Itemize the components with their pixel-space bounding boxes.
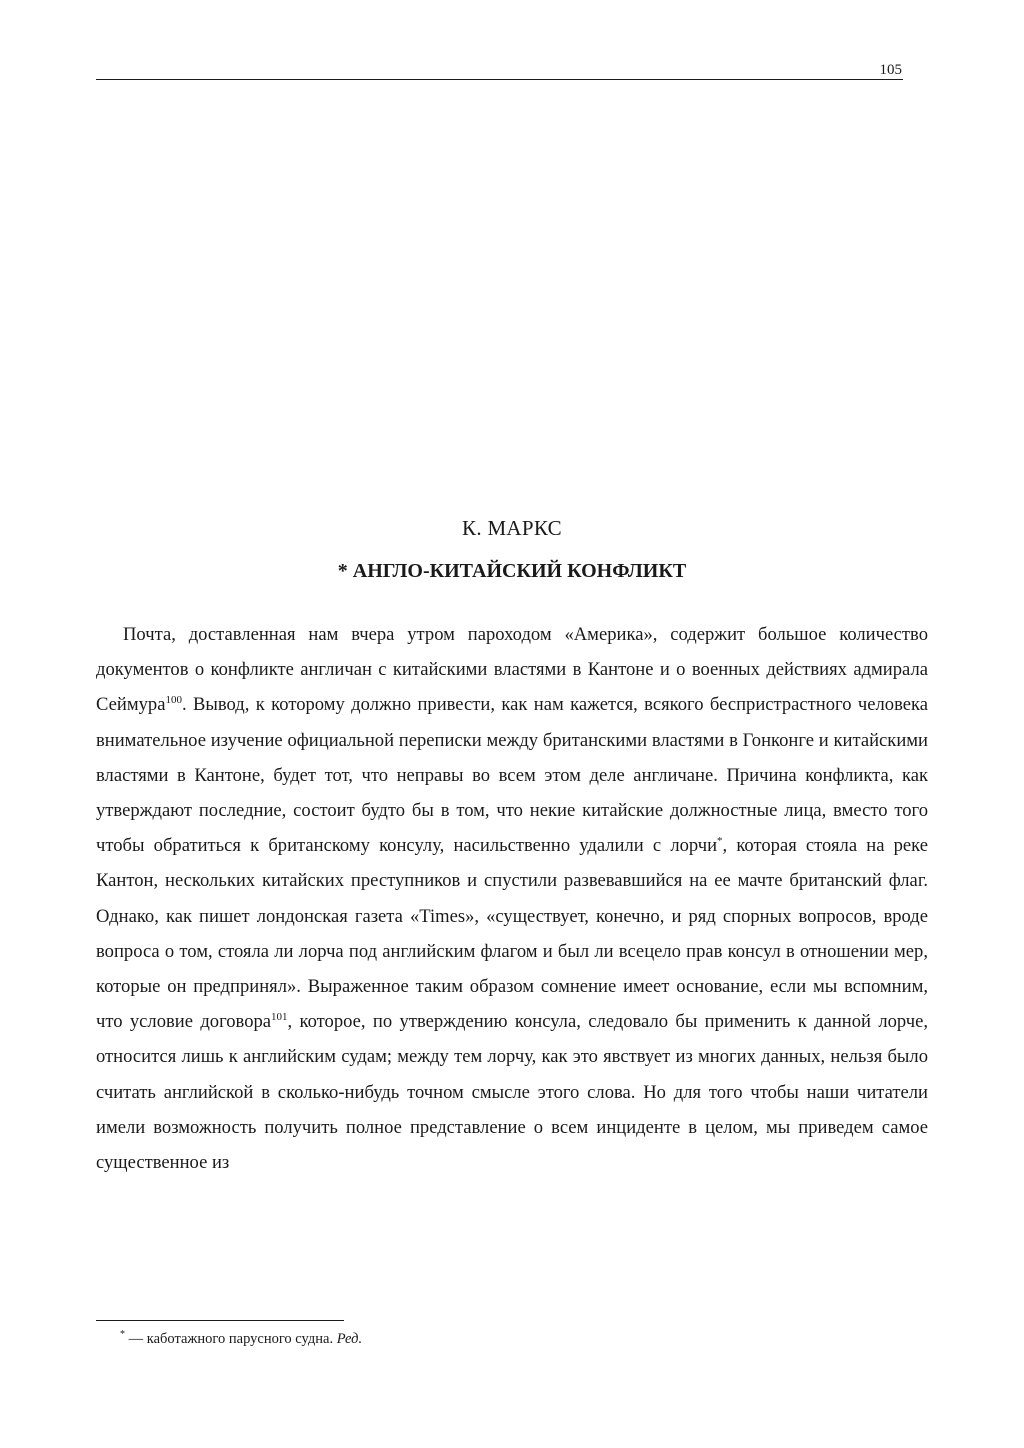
body-segment-2: . Вывод, к которому должно привести, как нам кажется, всякого беспристрастного человека внимательное изучение официальной переписки между британскими властями в Гонконге и китайскими властями в Кантоне, будет тот, что неправы во всем этом деле англичане. Причина конфликта, как утверждают последние, состоит будто бы в том, что некие китайские должностные лица, вместо того чтобы обратиться к британскому консулу, насильственно удалили с лорчи <box>96 694 928 857</box>
body-segment-1: Почта, доставленная нам вчера утром пароходом «Америка», содержит большое количество документов о конфликте англичан с китайскими властями в Кантоне и о военных действиях адмирала Сеймура <box>96 624 928 716</box>
footnote-editor-note: Ред. <box>336 1331 363 1347</box>
note-reference-101: 101 <box>271 1011 288 1024</box>
article-body <box>96 617 928 1180</box>
header-rule <box>96 79 903 80</box>
article-author: К. МАРКС <box>462 516 562 540</box>
footnote-marker: * <box>120 1329 125 1340</box>
footnote-text: — каботажного парусного судна. <box>125 1331 337 1347</box>
article-title: * АНГЛО-КИТАЙСКИЙ КОНФЛИКТ <box>337 560 687 582</box>
body-segment-4: , которое, по утверждению консула, следовало бы применить к данной лорче, относится лишь к английским судам; между тем лорчу, как это явствует из многих данных, нельзя было считать английской в сколько-нибудь точном смысле этого слова. Но для того чтобы наши читатели имели возможность получить полное представление о всем инциденте в целом, мы приведем самое существенное из <box>96 1011 928 1174</box>
footnote <box>120 1329 900 1349</box>
note-reference-100: 100 <box>165 694 182 707</box>
footnote-reference-asterisk: * <box>717 835 723 848</box>
footnote-rule <box>96 1320 344 1321</box>
body-segment-3: , которая стояла на реке Кантон, нескольких китайских преступников и спустили развевавшийся на ее мачте британский флаг. Однако, как пишет лондонская газета «Times», «существует, конечно, и ряд спорных вопросов, вроде вопроса о том, стояла ли лорча под английским флагом и был ли всецело прав консул в отношении мер, которые он предпринял». Выраженное таким образом сомнение имеет основание, если мы вспомним, что условие договора <box>96 835 928 1033</box>
page-number: 105 <box>879 62 902 78</box>
